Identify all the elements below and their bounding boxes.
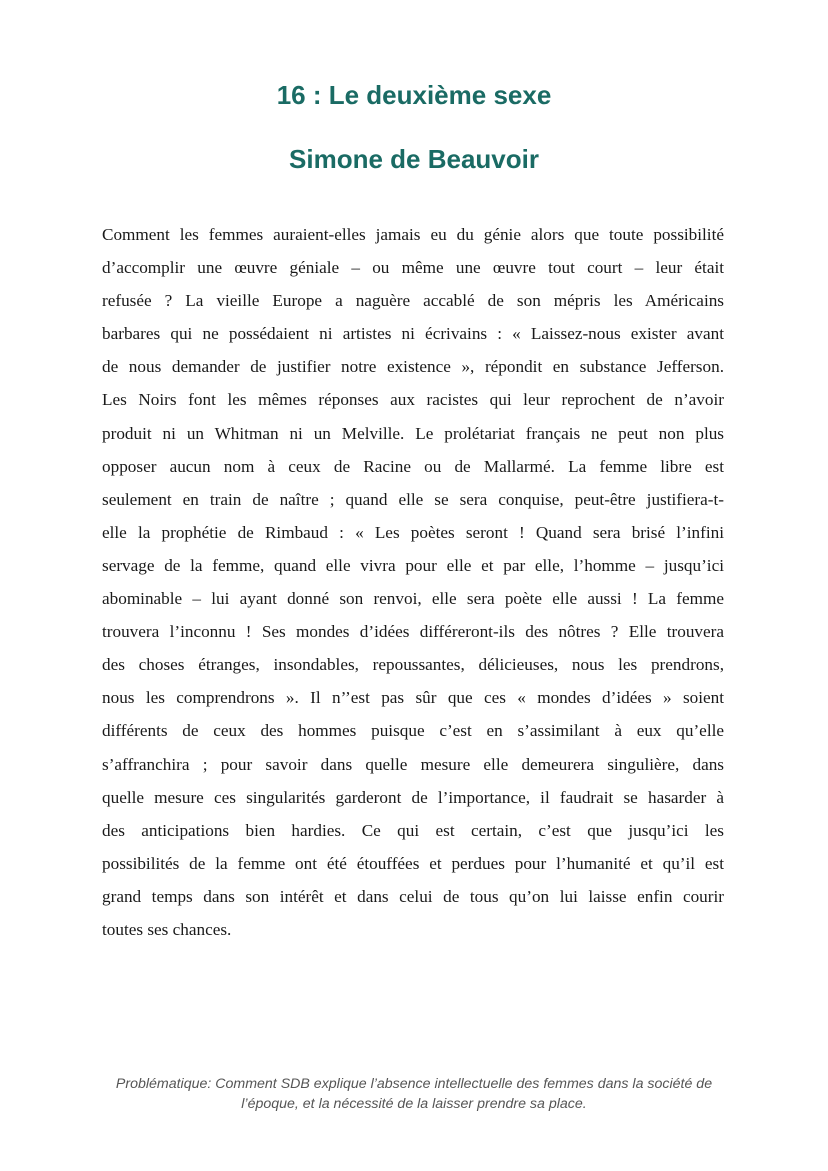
body-line: toutes ses chances. [102, 919, 232, 939]
body-line: seulement en train de naître ; quand elle se sera conquise, peut-être justifiera-t- [102, 489, 724, 509]
body-line: abominable – lui ayant donné son renvoi, elle sera poète elle aussi ! La femme [102, 589, 724, 609]
problematique-footer [0, 1074, 828, 1114]
body-line: des choses étranges, insondables, repoussantes, délicieuses, nous les prendrons, [102, 655, 724, 675]
document-title: 16 : Le deuxième sexe [276, 80, 552, 110]
body-line: d’accomplir une œuvre géniale – ou même une œuvre tout court – leur était [102, 258, 724, 278]
body-line: quelle mesure ces singularités garderont de l’importance, il faudrait se hasarder à [102, 787, 724, 807]
body-line: barbares qui ne possédaient ni artistes ni écrivains : « Laissez-nous exister avant [102, 324, 724, 344]
body-line: trouvera l’inconnu ! Ses mondes d’idées différeront-ils des nôtres ? Elle trouvera [102, 622, 724, 642]
body-line: nous les comprendrons ». Il n’’est pas sûr que ces « mondes d’idées » soient [102, 688, 724, 708]
body-line: produit ni un Whitman ni un Melville. Le prolétariat français ne peut non plus [102, 423, 724, 443]
body-line: possibilités de la femme ont été étouffées et perdues pour l’humanité et qu’il est [102, 853, 724, 873]
body-line: Les Noirs font les mêmes réponses aux racistes qui leur reprochent de n’avoir [102, 390, 724, 410]
body-line: elle la prophétie de Rimbaud : « Les poètes seront ! Quand sera brisé l’infini [102, 522, 724, 542]
body-line: opposer aucun nom à ceux de Racine ou de Mallarmé. La femme libre est [102, 456, 724, 476]
footer-line-2: l’époque, et la nécessité de la laisser prendre sa place. [241, 1096, 587, 1112]
body-paragraph [102, 218, 724, 946]
footer-line-1: Problématique: Comment SDB explique l’absence intellectuelle des femmes dans la société de [115, 1076, 713, 1092]
body-line: servage de la femme, quand elle vivra pour elle et par elle, l’homme – jusqu’ici [102, 555, 724, 575]
body-line: de nous demander de justifier notre existence », répondit en substance Jefferson. [102, 357, 724, 377]
body-line: Comment les femmes auraient-elles jamais eu du génie alors que toute possibilité [102, 225, 724, 244]
body-line: des anticipations bien hardies. Ce qui est certain, c’est que jusqu’ici les [102, 820, 724, 840]
body-line: s’affranchira ; pour savoir dans quelle mesure elle demeurera singulière, dans [102, 754, 724, 774]
body-line: différents de ceux des hommes puisque c’est en s’assimilant à eux qu’elle [102, 721, 724, 741]
document-author: Simone de Beauvoir [289, 144, 539, 174]
body-line: grand temps dans son intérêt et dans celui de tous qu’on lui laisse enfin courir [102, 886, 724, 906]
body-line: refusée ? La vieille Europe a naguère accablé de son mépris les Américains [102, 291, 724, 311]
